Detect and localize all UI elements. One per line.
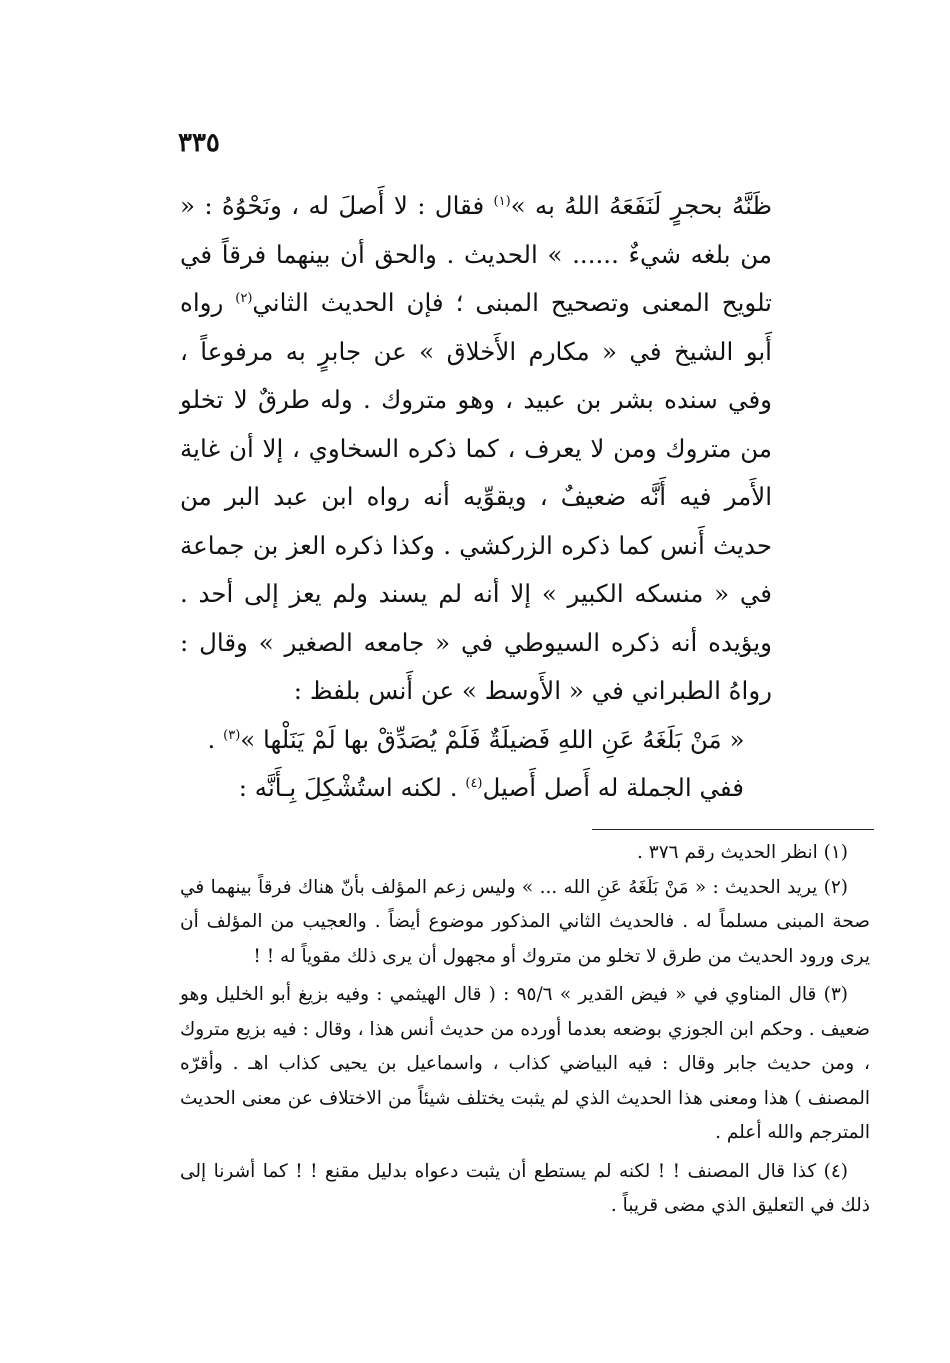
hadith-quote (180, 716, 772, 765)
footnote-ref-1: (١) (493, 193, 511, 209)
page-number: ٣٣٥ (178, 128, 220, 158)
footnote-4: (٤) كذا قال المصنف ! ! لكنه لم يستطع أن يثبت دعواه بدليل مقنع ! ! كما أشرنا إلى ذلك في التعليق الذي مضى قريباً . (180, 1160, 870, 1216)
paragraph-3-part-a: ففي الجملة له أَصل أَصيل (482, 773, 744, 802)
footnote-2: (٢) يريد الحديث : « مَنْ بَلَغَهُ عَنِ الله ... » وليس زعم المؤلف بأنّ هناك فرقاً بينهما في صحة المبنى مسلماً له . فالحديث الثاني المذكور موضوع أيضاً . والعجيب من المؤلف أن يرى ورود الحديث من طرق لا تخلو من متروك أو مجهول أن يرى ذلك مقوياً له ! ! (180, 876, 870, 967)
footnotes (180, 836, 870, 1224)
footnote-ref-3: (٣) (223, 727, 241, 743)
hadith-quote-text: « مَنْ بَلَغَهُ عَنِ اللهِ فَضيلَةٌ فَلَمْ يُصَدِّقْ بها لَمْ يَنَلْها » (240, 724, 745, 754)
footnote-1: (١) انظر الحديث رقم ٣٧٦ . (637, 842, 848, 863)
paragraph-1-part-c: رواه أَبو الشيخ في « مكارم الأَخلاق » عن جابرٍ به مرفوعاً ، وفي سنده بشر بن عبيد ، وهو متروك . وله طرقٌ لا تخلو من متروك ومن لا يعرف ، كما ذكره السخاوي ، إلا أن غاية الأَمر فيه أَنَّه ضعيفٌ ، ويقوِّيه أنه رواه ابن عبد البر من حديث أَنس كما ذكره الزركشي . وكذا ذكره العز بن جماعة في « منسكه الكبير » إلا أنه لم يسند ولم يعز إلى أحد . ويؤيده أنه ذكره السيوطي في « جامعه الصغير » وقال : رواهُ الطبراني في « الأَوسط » عن أَنس بلفظ : (180, 288, 772, 705)
paragraph-1-part-a: ظَنَّهُ بحجرٍ لَنَفَعَهُ اللهُ به » (510, 191, 772, 220)
paragraph-3 (180, 764, 772, 813)
paragraph-1 (180, 182, 772, 716)
paragraph-3-part-b: . لكنه استُشْكِلَ بِـأَنَّه : (238, 773, 466, 802)
main-text (180, 182, 772, 813)
footnote-separator (592, 829, 874, 830)
hadith-quote-end: . (207, 724, 224, 754)
footnote-3: (٣) قال المناوي في « فيض القدير » ٩٥/٦ : ( قال الهيثمي : وفيه بزيغ أبو الخليل وهو ضعيف . وحكم ابن الجوزي بوضعه بعدما أورده من حديث أنس هذا ، وقال : فيه بزيع متروك ، ومن حديث جابر وقال : فيه البياضي كذاب ، واسماعيل بن يحيى كذاب اهـ . وأقرّه المصنف ) هذا ومعنى هذا الحديث الذي لم يثبت يختلف شيئاً من الاختلاف عن معنى الحديث المترجم والله أعلم . (180, 984, 870, 1143)
footnote-ref-4: (٤) (465, 775, 483, 791)
footnote-ref-2: (٢) (235, 290, 253, 306)
paragraph-1-part-b: فقال : لا أَصلَ له ، ونَحْوُهُ : « من بلغه شيءٌ ...... » الحديث . والحق أن بينهما فرقاً في تلويح المعنى وتصحيح المبنى ؛ فإن الحديث الثاني (180, 191, 772, 317)
